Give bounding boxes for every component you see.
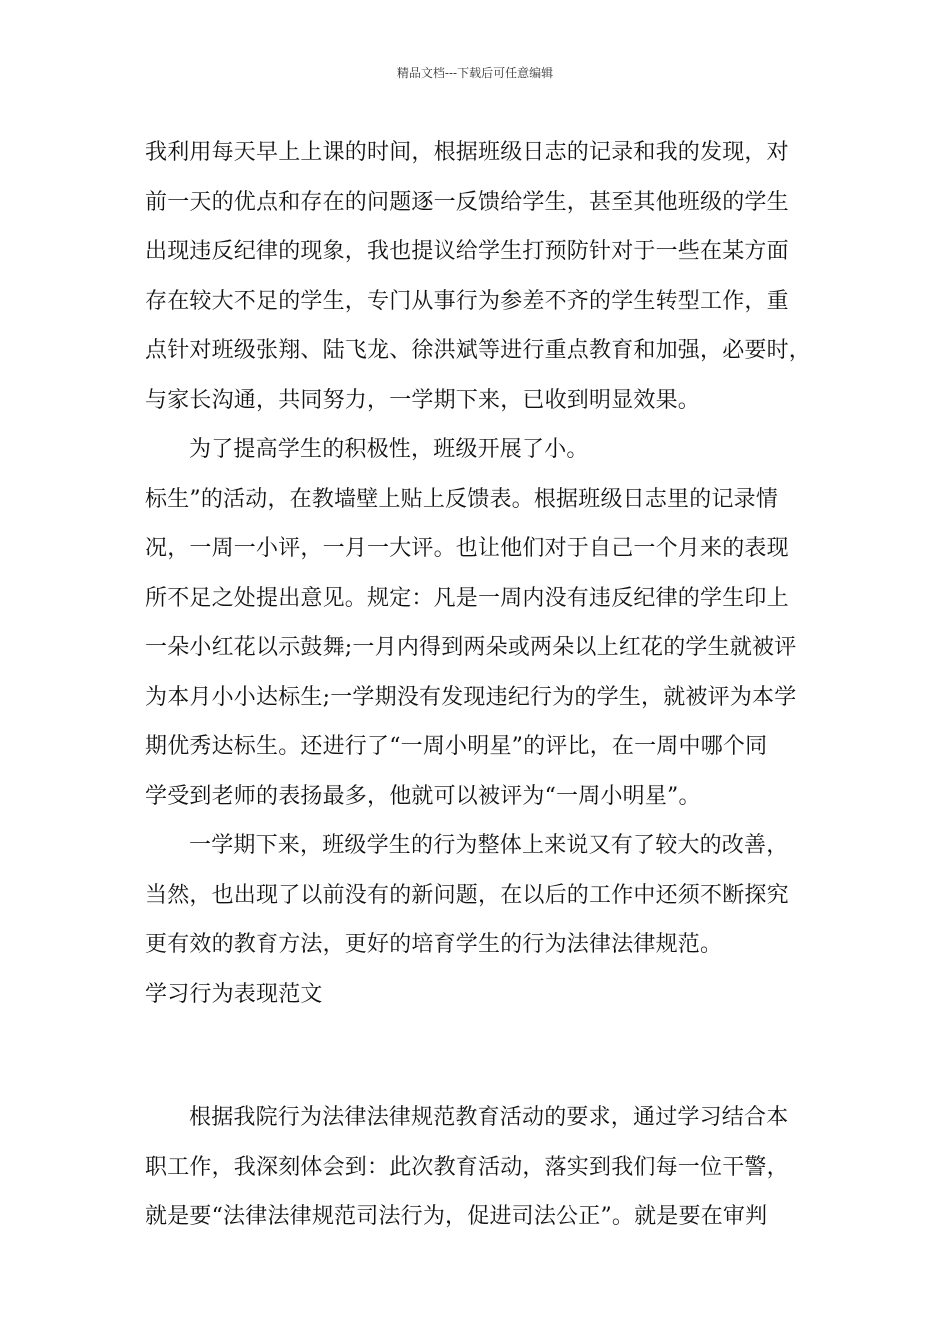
text-line: 更有效的教育方法，更好的培育学生的行为法律法律规范。 xyxy=(145,932,723,957)
paragraph-start-line: 为了提高学生的积极性，班级开展了小。 xyxy=(189,437,589,462)
section-gap xyxy=(145,1019,815,1093)
document-body xyxy=(145,128,815,1242)
text-line: 所不足之处提出意见。规定：凡是一周内没有违反纪律的学生印上 xyxy=(145,585,789,611)
text-line: 标生”的活动，在教墙壁上贴上反馈表。根据班级日志里的记录情 xyxy=(145,486,779,512)
text-line: 前一天的优点和存在的问题逐一反馈给学生，甚至其他班级的学生 xyxy=(145,189,789,215)
text-line: 为本月小小达标生;一学期没有发现违纪行为的学生，就被评为本学 xyxy=(145,684,797,710)
text-line: 期优秀达标生。还进行了“一周小明星”的评比，在一周中哪个同 xyxy=(145,734,768,759)
paragraph-start-line: 一学期下来，班级学生的行为整体上来说又有了较大的改善， xyxy=(189,833,789,858)
text-line: 学受到老师的表扬最多，他就可以被评为“一周小明星”。 xyxy=(145,783,701,809)
text-line: 出现违反纪律的现象，我也提议给学生打预防针对于一些在某方面 xyxy=(145,239,789,264)
text-line: 况，一周一小评，一月一大评。也让他们对于自己一个月来的表现 xyxy=(145,536,789,561)
text-line: 我利用每天早上上课的时间，根据班级日志的记录和我的发现，对 xyxy=(145,140,789,165)
paragraph-start-line: 根据我院行为法律法律规范教育活动的要求，通过学习结合本 xyxy=(189,1105,789,1130)
text-line: 当然，也出现了以前没有的新问题，在以后的工作中还须不断探究 xyxy=(145,882,789,908)
text-line: 职工作，我深刻体会到：此次教育活动，落实到我们每一位干警， xyxy=(145,1154,789,1180)
text-line: 一朵小红花以示鼓舞;一月内得到两朵或两朵以上红花的学生就被评 xyxy=(145,635,797,660)
section-heading: 学习行为表现范文 xyxy=(145,981,323,1007)
text-line: 存在较大不足的学生，专门从事行为参差不齐的学生转型工作，重 xyxy=(145,288,789,314)
page-header: 精品文档---下载后可任意编辑 xyxy=(396,66,554,80)
text-line: 点针对班级张翔、陆飞龙、徐洪斌等进行重点教育和加强，必要时， xyxy=(145,338,812,363)
text-line: 就是要“法律法律规范司法行为，促进司法公正”。就是要在审判 xyxy=(145,1204,768,1229)
text-line: 与家长沟通，共同努力，一学期下来，已收到明显效果。 xyxy=(145,387,701,413)
